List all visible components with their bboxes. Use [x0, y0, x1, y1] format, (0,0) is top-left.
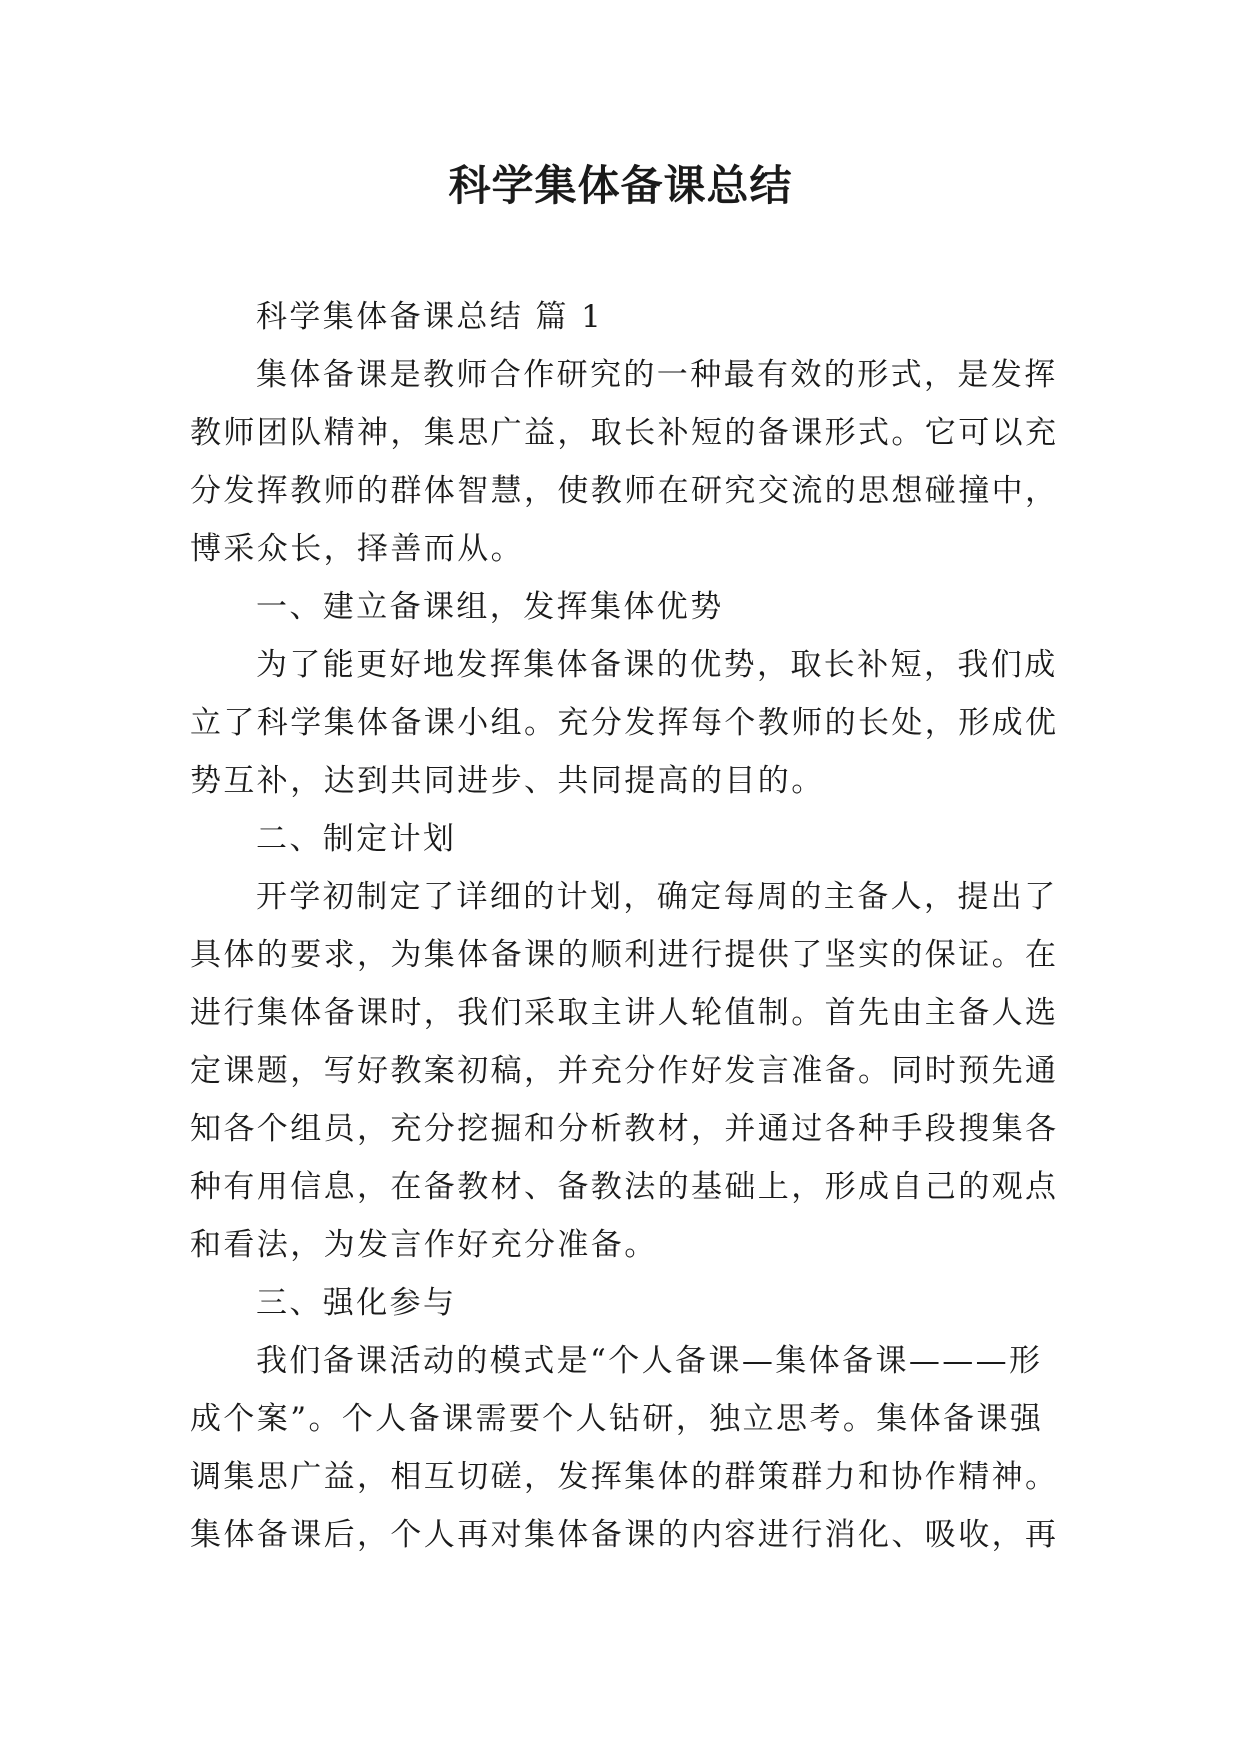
text-line: 开学初制定了详细的计划，确定每周的主备人，提出了 — [256, 879, 1058, 915]
text-line: 科学集体备课总结 篇 1 — [256, 299, 604, 335]
document-body — [190, 288, 1070, 1564]
text-line: 我们备课活动的模式是“个人备课—集体备课———形 — [256, 1343, 1043, 1379]
text-line: 二、制定计划 — [256, 821, 457, 857]
text-line: 调集思广益，相互切磋，发挥集体的群策群力和协作精神。 — [190, 1459, 1059, 1495]
text-line: 集体备课是教师合作研究的一种最有效的形式，是发挥 — [256, 357, 1058, 393]
text-line: 三、强化参与 — [256, 1285, 457, 1321]
text-line: 定课题，写好教案初稿，并充分作好发言准备。同时预先通 — [190, 1053, 1059, 1089]
text-line: 博采众长，择善而从。 — [190, 531, 524, 567]
text-line: 教师团队精神，集思广益，取长补短的备课形式。它可以充 — [190, 415, 1059, 451]
text-line: 和看法，为发言作好充分准备。 — [190, 1227, 658, 1263]
text-line: 一、建立备课组，发挥集体优势 — [256, 589, 724, 625]
text-line: 集体备课后，个人再对集体备课的内容进行消化、吸收，再 — [190, 1517, 1059, 1553]
text-line: 知各个组员，充分挖掘和分析教材，并通过各种手段搜集各 — [190, 1111, 1059, 1147]
document-title: 科学集体备课总结 — [448, 161, 793, 210]
text-line: 分发挥教师的群体智慧，使教师在研究交流的思想碰撞中， — [190, 473, 1059, 509]
text-line: 立了科学集体备课小组。充分发挥每个教师的长处，形成优 — [190, 705, 1059, 741]
text-line: 进行集体备课时，我们采取主讲人轮值制。首先由主备人选 — [190, 995, 1059, 1031]
text-line: 具体的要求，为集体备课的顺利进行提供了坚实的保证。在 — [190, 937, 1059, 973]
text-line: 为了能更好地发挥集体备课的优势，取长补短，我们成 — [256, 647, 1058, 683]
text-line: 势互补，达到共同进步、共同提高的目的。 — [190, 763, 825, 799]
text-line: 种有用信息，在备教材、备教法的基础上，形成自己的观点 — [190, 1169, 1059, 1205]
text-line: 成个案”。个人备课需要个人钻研，独立思考。集体备课强 — [190, 1401, 1044, 1437]
